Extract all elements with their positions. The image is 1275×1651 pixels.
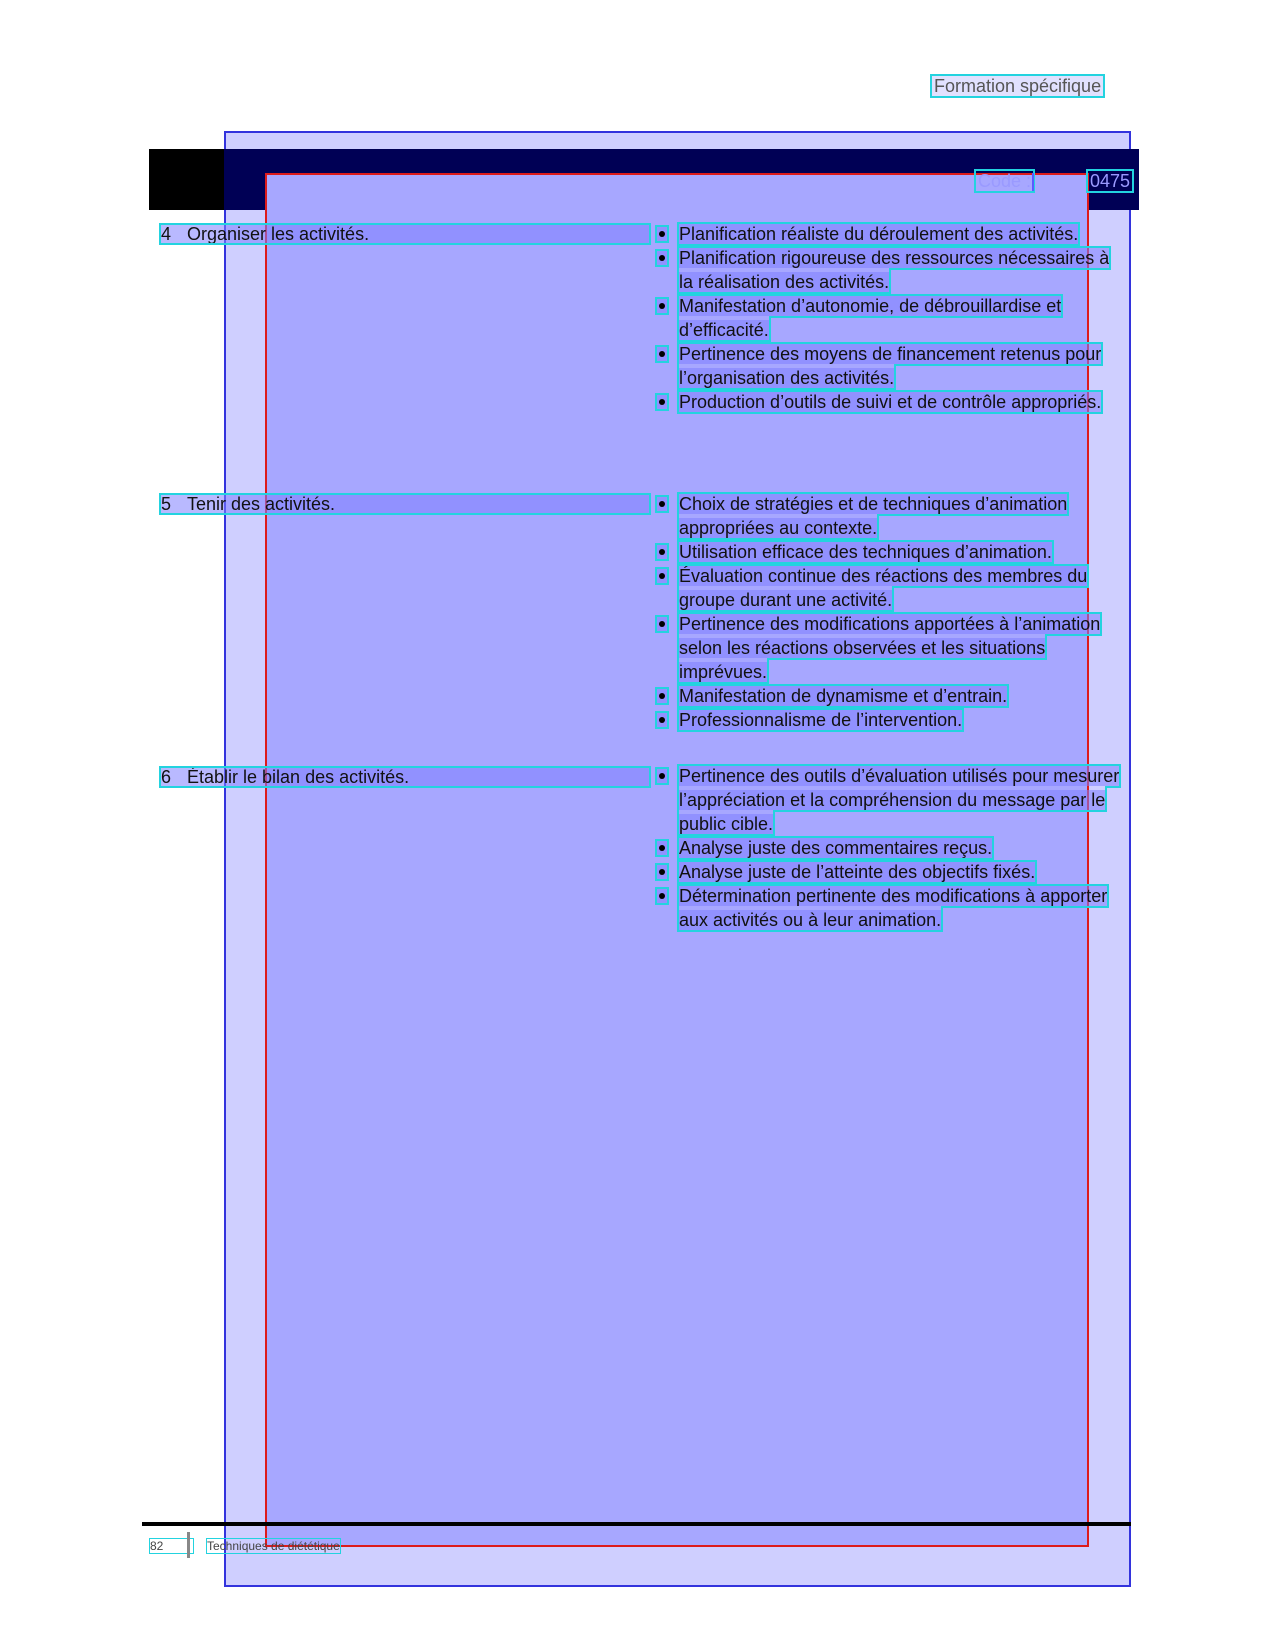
criterion-item: Manifestation de dynamisme et d’entrain. [657, 684, 1121, 708]
criteria-list-5 [657, 492, 1121, 732]
section-title-text: Établir le bilan des activités. [187, 767, 410, 787]
criteria-list-6 [657, 764, 1121, 932]
criterion-item: Manifestation d’autonomie, de débrouillardise et d’efficacité. [657, 294, 1121, 342]
bullet-icon [657, 347, 667, 361]
criterion-item: Utilisation efficace des techniques d’animation. [657, 540, 1121, 564]
bullet-icon [657, 617, 667, 631]
criterion-item: Évaluation continue des réactions des membres du groupe durant une activité. [657, 564, 1121, 612]
criterion-item: Analyse juste de l’atteinte des objectifs fixés. [657, 860, 1121, 884]
footer-page-number: 82 [150, 1539, 193, 1553]
page-header-label: Formation spécifique [934, 76, 1102, 96]
criterion-item: Choix de stratégies et de techniques d’animation appropriées au contexte. [657, 492, 1121, 540]
bullet-icon [657, 545, 667, 559]
section-title-5 [161, 495, 649, 513]
bullet-icon [657, 569, 667, 583]
bullet-icon [657, 227, 667, 241]
bullet-icon [657, 497, 667, 511]
bullet-icon [657, 865, 667, 879]
section-title-text: Organiser les activités. [187, 224, 370, 244]
criteria-list-4 [657, 222, 1121, 414]
footer-document-title: Techniques de diététique [207, 1539, 340, 1553]
criterion-item: Pertinence des moyens de financement retenus pour l’organisation des activités. [657, 342, 1121, 390]
bullet-icon [657, 841, 667, 855]
section-title-6 [161, 768, 649, 786]
bullet-icon [657, 299, 667, 313]
criterion-item: Production d’outils de suivi et de contrôle appropriés. [657, 390, 1121, 414]
code-value: 0475 [1090, 171, 1131, 191]
footer-separator [187, 1532, 190, 1558]
bullet-icon [657, 713, 667, 727]
criterion-item: Planification réaliste du déroulement des activités. [657, 222, 1121, 246]
section-number: 6 [161, 767, 172, 787]
section-number: 4 [161, 224, 172, 244]
footer-rule [142, 1522, 1131, 1526]
bullet-icon [657, 689, 667, 703]
criterion-item: Détermination pertinente des modifications à apporter aux activités ou à leur animation. [657, 884, 1121, 932]
section-number: 5 [161, 494, 172, 514]
criterion-item: Pertinence des outils d’évaluation utilisés pour mesurer l’appréciation et la compréhension du message par le public cible. [657, 764, 1121, 836]
criterion-item: Analyse juste des commentaires reçus. [657, 836, 1121, 860]
criterion-item: Planification rigoureuse des ressources nécessaires à la réalisation des activités. [657, 246, 1121, 294]
code-label: Code : [978, 171, 1032, 191]
section-title-4 [161, 225, 649, 243]
bullet-icon [657, 251, 667, 265]
code-separator [1032, 173, 1034, 191]
criterion-item: Pertinence des modifications apportées à l’animation selon les réactions observées et les situations imprévues. [657, 612, 1121, 684]
section-title-text: Tenir des activités. [187, 494, 336, 514]
criterion-item: Professionnalisme de l’intervention. [657, 708, 1121, 732]
bullet-icon [657, 395, 667, 409]
bullet-icon [657, 769, 667, 783]
bullet-icon [657, 889, 667, 903]
